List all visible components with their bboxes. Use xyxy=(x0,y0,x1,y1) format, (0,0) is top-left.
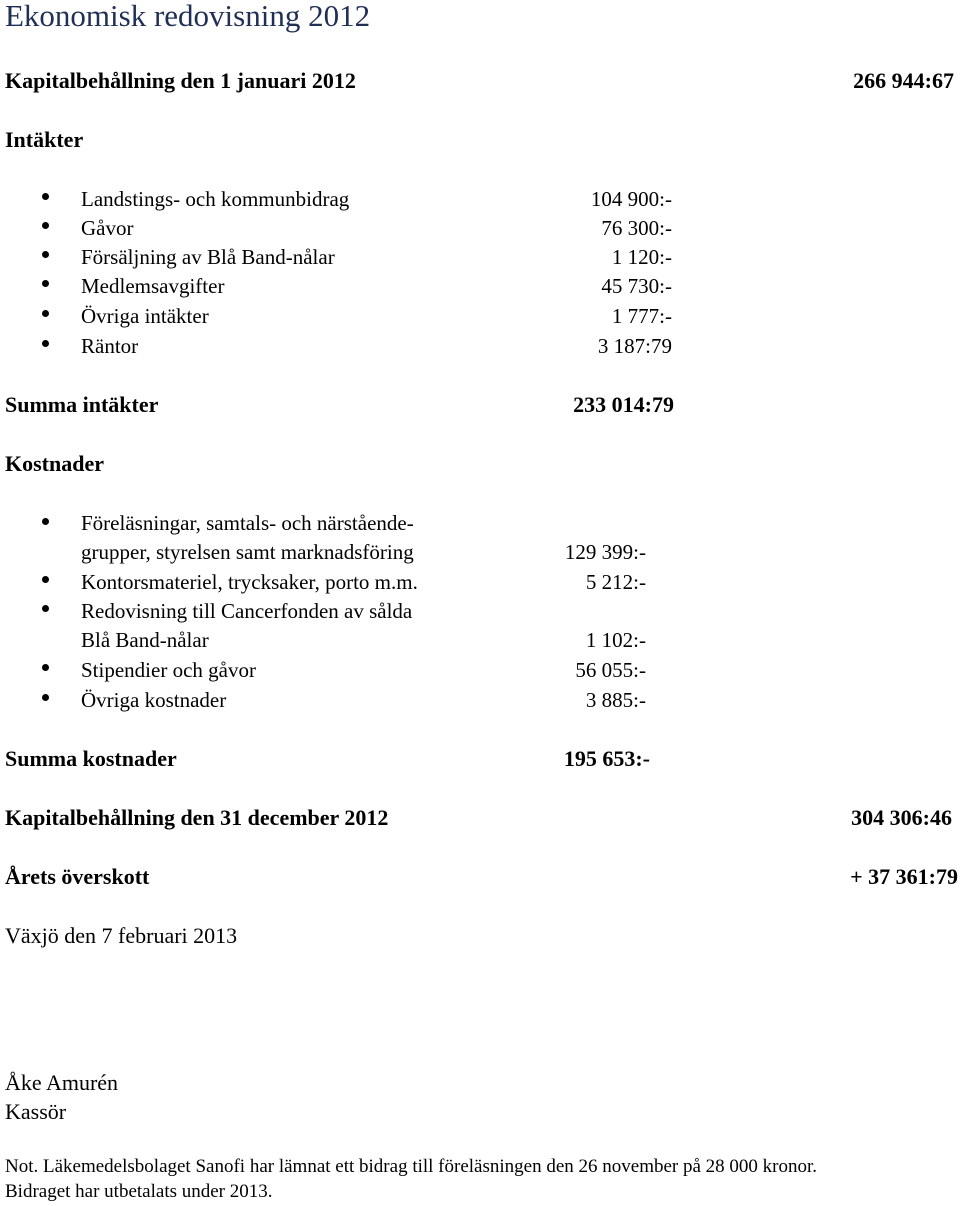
bullet-icon xyxy=(42,605,49,612)
income-item-value: 45 730:- xyxy=(601,274,672,298)
income-item-label: Landstings- och kommunbidrag xyxy=(81,187,350,211)
income-item-value: 1 777:- xyxy=(611,304,672,328)
costs-heading: Kostnader xyxy=(5,451,104,476)
cost-item-value: 1 102:- xyxy=(585,628,646,652)
cost-item-value: 129 399:- xyxy=(564,540,646,564)
cost-item-label: Redovisning till Cancerfonden av sålda xyxy=(81,599,413,623)
income-total-value: 233 014:79 xyxy=(573,392,674,417)
income-item-label: Räntor xyxy=(81,334,139,358)
note-line-1: Not. Läkemedelsbolaget Sanofi har lämnat ett bidrag till föreläsningen den 26 november på 28 000 kronor. xyxy=(5,1156,818,1177)
page-title: Ekonomisk redovisning 2012 xyxy=(5,0,371,33)
opening-balance-label: Kapitalbehållning den 1 januari 2012 xyxy=(5,68,356,93)
income-item-label: Övriga intäkter xyxy=(81,304,209,328)
cost-item-value: 56 055:- xyxy=(575,658,646,682)
cost-item-value: 5 212:- xyxy=(585,570,646,594)
signer-name: Åke Amurén xyxy=(5,1070,119,1095)
costs-total-label: Summa kostnader xyxy=(5,746,177,771)
income-heading: Intäkter xyxy=(5,127,84,152)
income-item-value: 76 300:- xyxy=(601,216,672,240)
cost-item-label-cont: Blå Band-nålar xyxy=(81,628,209,652)
note-line-2: Bidraget har utbetalats under 2013. xyxy=(5,1181,273,1202)
income-item-label: Försäljning av Blå Band-nålar xyxy=(81,245,335,269)
opening-balance-value: 266 944:67 xyxy=(853,68,954,93)
bullet-icon xyxy=(42,310,49,317)
income-item-value: 1 120:- xyxy=(611,245,672,269)
income-item-value: 3 187:79 xyxy=(597,334,672,358)
bullet-icon xyxy=(42,251,49,258)
bullet-icon xyxy=(42,193,49,200)
bullet-icon xyxy=(42,664,49,671)
closing-balance-value: 304 306:46 xyxy=(851,805,952,830)
place-date: Växjö den 7 februari 2013 xyxy=(5,923,238,948)
cost-item-label-cont: grupper, styrelsen samt marknadsföring xyxy=(81,540,414,564)
surplus-value: + 37 361:79 xyxy=(850,864,958,889)
bullet-icon xyxy=(42,280,49,287)
bullet-icon xyxy=(42,518,49,525)
income-item-value: 104 900:- xyxy=(590,187,672,211)
closing-balance-label: Kapitalbehållning den 31 december 2012 xyxy=(5,805,389,830)
cost-item-label: Stipendier och gåvor xyxy=(81,658,256,682)
income-item-label: Medlemsavgifter xyxy=(81,274,225,298)
income-item-label: Gåvor xyxy=(81,216,134,240)
bullet-icon xyxy=(42,340,49,347)
bullet-icon xyxy=(42,576,49,583)
bullet-icon xyxy=(42,694,49,701)
cost-item-label: Övriga kostnader xyxy=(81,688,227,712)
cost-item-label: Kontorsmateriel, trycksaker, porto m.m. xyxy=(81,570,418,594)
costs-total-value: 195 653:- xyxy=(563,746,650,771)
bullet-icon xyxy=(42,222,49,229)
cost-item-label: Föreläsningar, samtals- och närstående- xyxy=(81,511,414,535)
cost-item-value: 3 885:- xyxy=(585,688,646,712)
income-total-label: Summa intäkter xyxy=(5,392,159,417)
signer-role: Kassör xyxy=(5,1099,67,1124)
surplus-label: Årets överskott xyxy=(5,864,150,889)
